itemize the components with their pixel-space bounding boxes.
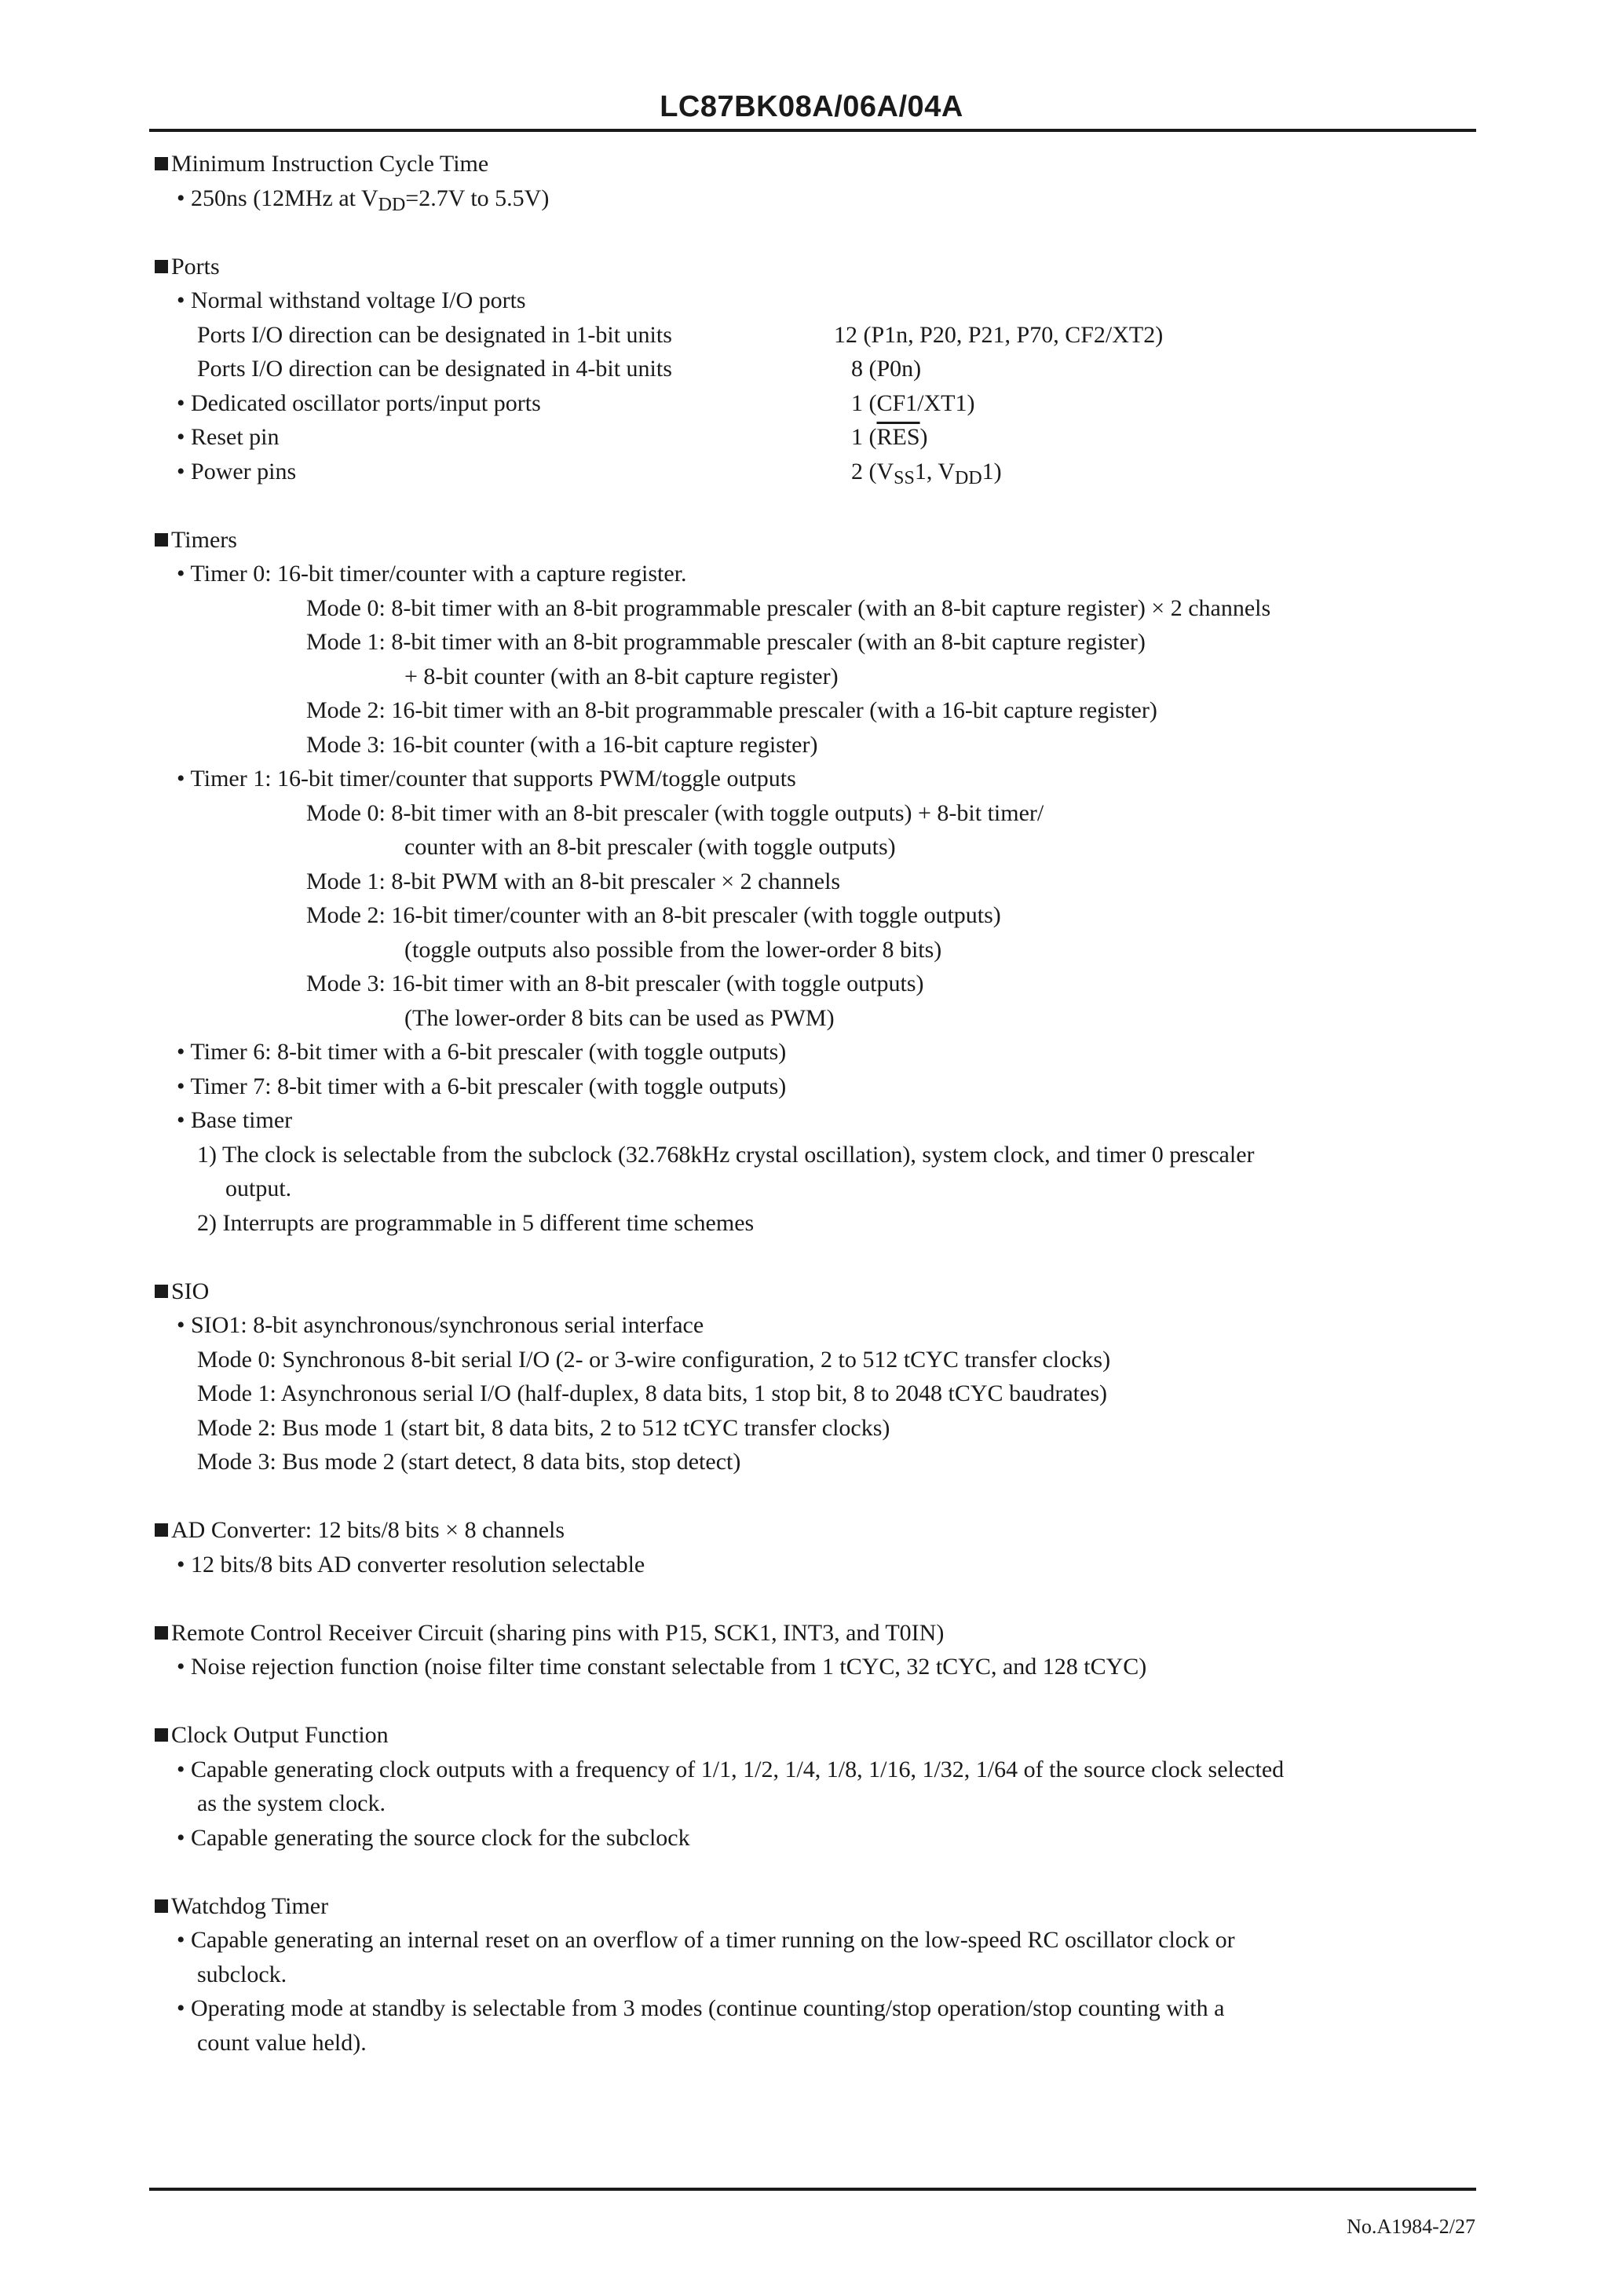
section-clock-output-heading: Clock Output Function (155, 1718, 1482, 1753)
watchdog-bullet-1: • Capable generating an internal reset on an overflow of a timer running on the low-speed RC oscillator clock or (177, 1927, 1235, 1953)
timer0-mode2: Mode 2: 16-bit timer with an 8-bit programmable prescaler (with a 16-bit capture register) (306, 697, 1157, 723)
timer7-bullet: • Timer 7: 8-bit timer with a 6-bit prescaler (with toggle outputs) (177, 1073, 787, 1099)
ports-osc-row: • Dedicated oscillator ports/input ports 1 (CF1/XT1) (155, 386, 1482, 421)
square-bullet-icon (155, 1285, 168, 1298)
ports-4bit-value: 8 (P0n) (851, 356, 922, 382)
sio-mode3: Mode 3: Bus mode 2 (start detect, 8 data bits, stop detect) (197, 1449, 741, 1475)
square-bullet-icon (155, 1899, 168, 1913)
ports-osc-value: 1 (CF1/XT1) (851, 389, 975, 416)
timer0-mode0: Mode 0: 8-bit timer with an 8-bit programmable prescaler (with an 8-bit capture register) × 2 channels (306, 594, 1271, 621)
square-bullet-icon (155, 260, 168, 273)
clock-output-bullet-1-cont: as the system clock. (197, 1790, 386, 1816)
section-sio-heading: SIO (155, 1274, 1482, 1309)
timer0-bullet: • Timer 0: 16-bit timer/counter with a capture register. (177, 561, 687, 587)
timer0-mode1: Mode 1: 8-bit timer with an 8-bit programmable prescaler (with an 8-bit capture register) (306, 629, 1146, 655)
ports-power-value: 2 ($V_{SS}1$, $V_{DD}1$) (851, 458, 1002, 488)
section-timers-heading: Timers (155, 523, 1482, 558)
base-timer-bullet: • Base timer (177, 1107, 293, 1133)
sio1-bullet: • SIO1: 8-bit asynchronous/synchronous serial interface (177, 1312, 704, 1338)
square-bullet-icon (155, 1523, 168, 1537)
ports-reset-value: 1 $(\overline{RES})$ (851, 424, 928, 450)
sio-mode2: Mode 2: Bus mode 1 (start bit, 8 data bits, 2 to 512 tCYC transfer clocks) (197, 1414, 890, 1441)
footer-rule (149, 2188, 1476, 2191)
clock-output-bullet-2: • Capable generating the source clock for the subclock (177, 1824, 690, 1851)
square-bullet-icon (155, 157, 168, 170)
section-watchdog-heading: Watchdog Timer (155, 1889, 1482, 1924)
base-timer-item-2: 2) Interrupts are programmable in 5 different time schemes (197, 1209, 755, 1236)
page-title: LC87BK08A/06A/04A (660, 90, 963, 123)
timer1-mode1: Mode 1: 8-bit PWM with an 8-bit prescaler × 2 channels (306, 868, 841, 894)
ports-4bit-row: Ports I/O direction can be designated in 4-bit units 8 (P0n) (155, 352, 1482, 386)
timer1-mode0: Mode 0: 8-bit timer with an 8-bit prescaler (with toggle outputs) + 8-bit timer/ (306, 799, 1044, 826)
base-timer-item-1: 1) The clock is selectable from the subclock (32.768kHz crystal oscillation), system clock, and timer 0 prescaler (197, 1141, 1255, 1168)
base-timer-item-1-cont: output. (225, 1175, 292, 1201)
section-remote-heading: Remote Control Receiver Circuit (sharing pins with P15, SCK1, INT3, and T0IN) (155, 1616, 1482, 1651)
remote-bullet: • Noise rejection function (noise filter time constant selectable from 1 tCYC, 32 tCYC, and 128 tCYC) (177, 1654, 1147, 1680)
section-min-cycle-heading: Minimum Instruction Cycle Time (155, 147, 1482, 181)
ports-1bit-row: Ports I/O direction can be designated in 1-bit units 12 (P1n, P20, P21, P70, CF2/XT2) (155, 318, 1482, 353)
ports-1bit-value: 12 (P1n, P20, P21, P70, CF2/XT2) (834, 321, 1164, 348)
watchdog-bullet-1-cont: subclock. (197, 1961, 287, 1987)
min-cycle-bullet: • 250ns (12MHz at $V_{DD}=2.7V$ to 5.5V) (177, 185, 550, 215)
square-bullet-icon (155, 533, 168, 547)
feature-list (155, 147, 1482, 2060)
document-number: No.A1984-2/27 (1347, 2215, 1475, 2238)
adc-bullet: • 12 bits/8 bits AD converter resolution selectable (177, 1551, 645, 1578)
timer1-mode3: Mode 3: 16-bit timer with an 8-bit prescaler (with toggle outputs) (306, 971, 924, 996)
watchdog-bullet-2: • Operating mode at standby is selectable from 3 modes (continue counting/stop operation/stop counting with a (177, 1995, 1225, 2021)
section-ports-heading: Ports (155, 250, 1482, 284)
timer1-mode3-cont: (The lower-order 8 bits can be used as PWM) (404, 1004, 835, 1031)
clock-output-bullet-1: • Capable generating clock outputs with a frequency of 1/1, 1/2, 1/4, 1/8, 1/16, 1/32, 1/64 of the source clock selected (177, 1756, 1285, 1782)
timer1-mode2-cont: (toggle outputs also possible from the lower-order 8 bits) (404, 936, 942, 963)
square-bullet-icon (155, 1626, 168, 1640)
sio-mode1: Mode 1: Asynchronous serial I/O (half-duplex, 8 data bits, 1 stop bit, 8 to 2048 tCYC baudrates) (197, 1380, 1107, 1406)
ports-power-row: • Power pins 2 ($V_{SS}1$, $V_{DD}1$) (155, 455, 1482, 489)
timer1-bullet: • Timer 1: 16-bit timer/counter that supports PWM/toggle outputs (177, 766, 796, 792)
square-bullet-icon (155, 1728, 168, 1742)
timer0-mode3: Mode 3: 16-bit counter (with a 16-bit capture register) (306, 731, 818, 758)
timer1-mode2: Mode 2: 16-bit timer/counter with an 8-bit prescaler (with toggle outputs) (306, 902, 1001, 928)
watchdog-bullet-2-cont: count value held). (197, 2029, 367, 2056)
timer0-mode1-cont: + 8-bit counter (with an 8-bit capture register) (404, 663, 839, 689)
header-rule (149, 129, 1476, 132)
timer6-bullet: • Timer 6: 8-bit timer with a 6-bit prescaler (with toggle outputs) (177, 1039, 787, 1065)
section-adc-heading: AD Converter: 12 bits/8 bits × 8 channels (155, 1513, 1482, 1548)
timer1-mode0-cont: counter with an 8-bit prescaler (with toggle outputs) (404, 834, 896, 860)
ports-normal-bullet: • Normal withstand voltage I/O ports (177, 287, 526, 313)
sio-mode0: Mode 0: Synchronous 8-bit serial I/O (2- or 3-wire configuration, 2 to 512 tCYC transfer clocks) (197, 1346, 1111, 1373)
ports-reset-row: • Reset pin 1 $(\overline{RES})$ (155, 420, 1482, 455)
